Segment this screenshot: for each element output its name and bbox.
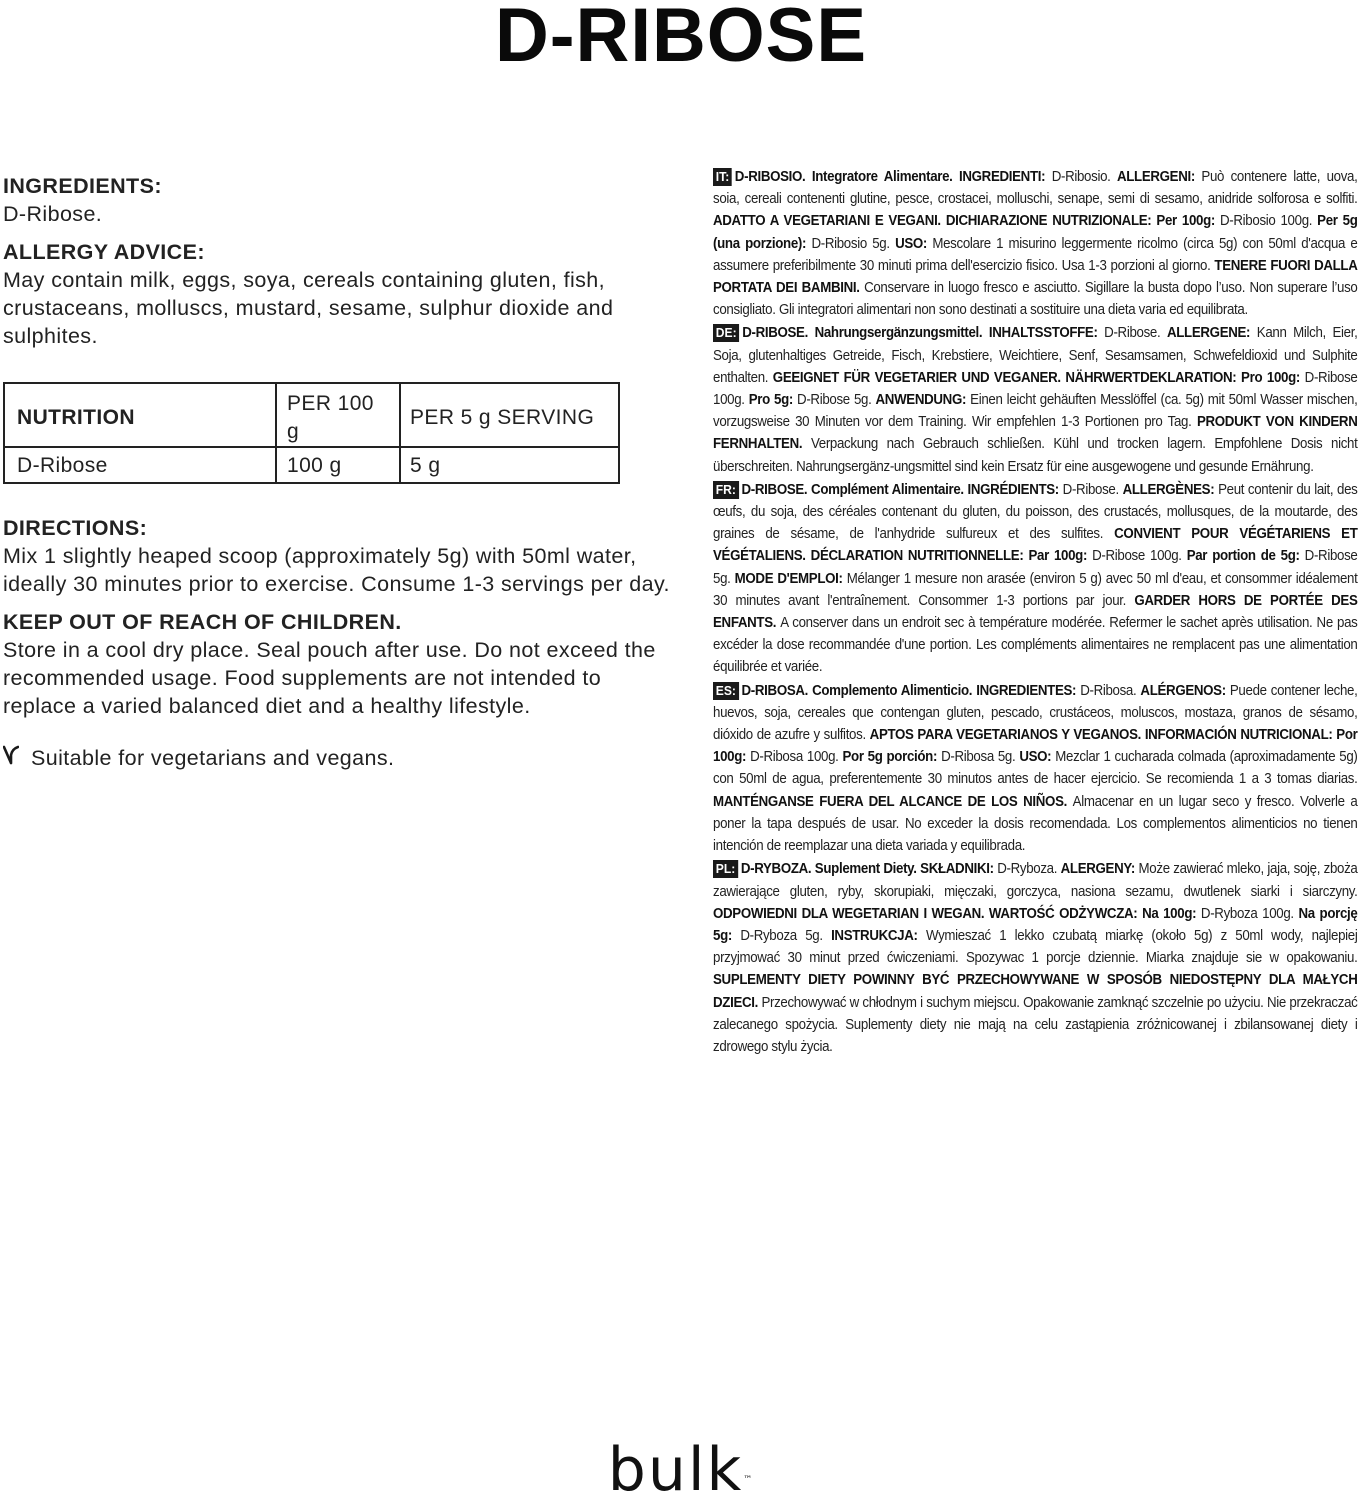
text-run: D-Ribose 100g. (1092, 548, 1187, 565)
trademark-symbol: ™ (743, 1475, 755, 1485)
directions-section (3, 514, 673, 598)
text-run: Może zawierać mleko, jaja, soję, zboża zawierające gluten, ryby, skorupiaki, mięczaki, gorczyca, nasiona sezamu, dwutlenek siarki i siarczyny. (713, 861, 1358, 900)
bold-text-run: Pro 5g: (748, 392, 798, 409)
nutrient-per-serving: 5 g (400, 447, 619, 483)
warning-heading: KEEP OUT OF REACH OF CHILDREN. (3, 610, 402, 634)
bold-text-run: USO: (895, 235, 933, 252)
bold-text-run: ALÉRGENOS: (1140, 682, 1230, 699)
text-run: Kann Milch, Eier, Soja, glutenhaltiges Getreide, Fisch, Krebstiere, Weichtiere, Senf, Sesamsamen, Schwefeldioxid und Sulphite enthalten. (713, 325, 1358, 386)
bold-text-run: Per 5g (una porzione): (713, 213, 1358, 252)
translation-it (713, 166, 1357, 321)
text-run: Wymieszać 1 lekko czubatą miarkę (około 5g) z 50ml wody, najlepiej przyjmować 30 minut przed ćwiczeniami. Spozywac 1 porcje dziennie. Miarka znajduje sie w opakowaniu. (713, 927, 1358, 967)
directions-heading: DIRECTIONS: (3, 516, 148, 540)
language-badge-it: IT: (713, 168, 732, 186)
brand-logo (0, 1435, 1362, 1505)
bold-text-run: ALERGENY: (1060, 861, 1139, 878)
text-run: Può contenere latte, uova, soia, cereali contenenti glutine, pesce, crostacei, molluschi, senape, semi di sesamo, anidride solforosa e solfiti. (713, 169, 1358, 208)
translation-pl (713, 858, 1357, 1058)
text-run: Conservare in luogo fresco e asciutto. Sigillare la busta dopo l’uso. Non superare l’uso consigliato. Gli integratori alimentari non sono destinati a sostituire una dieta varia ed equilibrata. (713, 280, 1358, 319)
nutrient-name: D-Ribose (4, 447, 276, 483)
text-run: D-Ryboza. (997, 861, 1061, 878)
text-run: Mescolare 1 misurino leggermente ricolmo (circa 5g) con 50ml d'acqua e assumere preferibilmente 30 minuti prima dell'esercizio fisico. Usa 1-3 porzioni al giorno. (713, 235, 1358, 274)
bold-text-run: SUPLEMENTY DIETY POWINNY BYĆ PRZECHOWYWANE W SPOSÓB NIEDOSTĘPNY DLA MAŁYCH DZIECI. (713, 972, 1358, 1011)
translation-text-pl (713, 861, 1357, 1055)
ingredients-section (3, 172, 673, 228)
text-run: Mezclar 1 cucharada colmada (aproximadamente 5g) con 50ml de agua, preferentemente 30 minutos antes de hacer ejercicio. Se recomienda 1 a 3 tomas diarias. (713, 749, 1358, 788)
table-row (4, 447, 619, 483)
bold-text-run: D-RIBOSA. Complemento Alimenticio. INGREDIENTES: (741, 682, 1081, 699)
text-run: D-Ryboza 100g. (1200, 905, 1299, 922)
product-title: D-RIBOSE (494, 0, 867, 78)
ingredients-text: D-Ribose. (3, 202, 103, 226)
bold-text-run: D-RIBOSIO. Integratore Alimentare. INGREDIENTI: (734, 169, 1052, 185)
bold-text-run: Par portion de 5g: (1186, 548, 1305, 565)
text-run: D-Ribosa 100g. (750, 749, 843, 766)
language-badge-pl: PL: (713, 860, 738, 878)
bold-text-run: GARDER HORS DE PORTÉE DES ENFANTS. (713, 592, 1358, 632)
bold-text-run: PRODUKT VON KINDERN FERNHALTEN. (713, 414, 1358, 453)
text-run: D-Ribosio 100g. (1220, 213, 1318, 230)
bold-text-run: INSTRUKCJA: (831, 927, 926, 944)
language-badge-es: ES: (713, 682, 739, 700)
text-run: D-Ribosa. (1080, 682, 1141, 699)
bold-text-run: D-RIBOSE. Complément Alimentaire. INGRÉDIENTS: (741, 481, 1063, 498)
translations-panel (713, 166, 1357, 1059)
translation-text-it (713, 169, 1358, 318)
translation-de (713, 322, 1357, 477)
text-run: D-Ribose 5g. (797, 392, 876, 409)
bold-text-run: Na porcję 5g: (713, 905, 1358, 944)
bold-text-run: ANWENDUNG: (875, 392, 971, 409)
ingredients-heading: INGREDIENTS: (3, 174, 162, 198)
bold-text-run: Por 5g porción: (842, 749, 942, 766)
text-run: D-Ribose. (1062, 481, 1123, 498)
text-run: Puede contener leche, huevos, soja, cereales que contengan gluten, pescado, crustáceos, moluscos, mostaza, granos de sésamo, dióxido de azufre y sulfitos. (713, 682, 1358, 744)
bold-text-run: USO: (1019, 749, 1056, 766)
text-run: D-Ribosio 5g. (811, 235, 896, 252)
english-label-panel (3, 172, 673, 772)
allergy-text: May contain milk, eggs, soya, cereals containing gluten, fish, crustaceans, molluscs, mustard, sesame, sulphur dioxide and sulphites. (3, 268, 614, 348)
text-run: Mélanger 1 mesure non arasée (environ 5 g) avec 50 ml d'eau, et consommer idéalement 30 minutes avant l'entraînement. Consommer 1-3 portions par jour. (713, 570, 1358, 609)
text-run: D-Ribosio. (1051, 169, 1117, 185)
bold-text-run: D-RIBOSE. Nahrungsergänzungsmittel. INHALTSSTOFFE: (742, 325, 1105, 342)
directions-text: Mix 1 slightly heaped scoop (approximately 5g) with 50ml water, ideally 30 minutes prior to exercise. Consume 1-3 servings per day. (3, 544, 670, 596)
brand-logo-text: bulk (607, 1435, 744, 1505)
text-run: D-Ryboza 5g. (740, 927, 832, 944)
header-nutrition: NUTRITION (4, 383, 276, 447)
bold-text-run: ALLERGENI: (1116, 169, 1202, 185)
text-run: Verpackung nach Gebrauch schließen. Kühl und trocken lagern. Empfohlene Dosis nicht überschreiten. Nahrungsergänz-ungsmittel sind kein Ersatz für eine ausgewogene und gesunde Ernährung. (713, 436, 1358, 475)
bold-text-run: APTOS PARA VEGETARIANOS Y VEGANOS. INFORMACIÓN NUTRICIONAL: Por 100g: (713, 727, 1358, 766)
warning-section (3, 608, 673, 720)
nutrition-table (3, 382, 620, 484)
text-run: Almacenar en un lugar seco y fresco. Volverle a poner la tapa después de usar. No exceder la dosis recomendada. Los complementos alimenticios no tienen intención de reemplazar una dieta variada y equilibrada. (713, 793, 1358, 855)
header-per-100g: PER 100 g (276, 383, 400, 447)
text-run: D-Ribose 100g. (713, 369, 1358, 409)
bold-text-run: GEEIGNET FÜR VEGETARIER UND VEGANER. NÄHRWERTDEKLARATION: Pro 100g: (772, 369, 1305, 386)
language-badge-fr: FR: (713, 481, 739, 499)
bold-text-run: ODPOWIEDNI DLA WEGETARIAN I WEGAN. WARTOŚĆ ODŻYWCZA: Na 100g: (713, 905, 1201, 922)
vegan-statement (3, 744, 673, 772)
translation-fr (713, 479, 1357, 679)
allergy-section (3, 238, 673, 350)
bold-text-run: CONVIENT POUR VÉGÉTARIENS ET VÉGÉTALIENS. DÉCLARATION NUTRITIONNELLE: Par 100g: (713, 526, 1358, 565)
nutrient-per-100g: 100 g (276, 447, 400, 483)
translation-es (713, 680, 1357, 858)
vegan-leaf-icon (3, 744, 21, 772)
text-run: Einen leicht gehäuften Messlöffel (ca. 5g) mit 50ml Wasser mischen, vorzugsweise 30 Minuten vor dem Training. Wir empfehlen 1-3 Portionen pro Tag. (713, 392, 1358, 431)
translation-text-es (713, 683, 1358, 854)
storage-text: Store in a cool dry place. Seal pouch after use. Do not exceed the recommended usage. Food supplements are not intended to replace a varied balanced diet and a healthy lifestyle. (3, 638, 656, 718)
text-run: D-Ribose. (1104, 325, 1167, 342)
text-run: D-Ribose 5g. (713, 548, 1358, 587)
bold-text-run: TENERE FUORI DALLA PORTATA DEI BAMBINI. (713, 257, 1358, 297)
vegan-text: Suitable for vegetarians and vegans. (31, 746, 395, 770)
allergy-heading: ALLERGY ADVICE: (3, 240, 205, 264)
text-run: D-Ribosa 5g. (941, 749, 1020, 766)
bold-text-run: ADATTO A VEGETARIANI E VEGANI. DICHIARAZIONE NUTRIZIONALE: Per 100g: (713, 213, 1221, 230)
bold-text-run: ALLERGÈNES: (1122, 481, 1219, 498)
bold-text-run: D-RYBOZA. Suplement Diety. SKŁADNIKI: (740, 861, 998, 878)
nutrition-table-header (4, 383, 619, 447)
bold-text-run: ALLERGENE: (1166, 325, 1257, 342)
text-run: Przechowywać w chłodnym i suchym miejscu. Opakowanie zamknąć szczelnie po użyciu. Nie przekraczać zalecanego spożycia. Suplementy diety nie mają na celu zastąpienia zróżnicowanej i zbilansowanej diety i zdrowego stylu życia. (713, 994, 1358, 1055)
text-run: Peut contenir du lait, des œufs, du soja, des céréales contenant du gluten, du poisson, des crustacés, mollusques, de la moutarde, des graines de sésame, de l'anhydride sulfureux et des sulfites. (713, 481, 1358, 543)
language-badge-de: DE: (713, 324, 739, 342)
bold-text-run: MANTÉNGANSE FUERA DEL ALCANCE DE LOS NIÑOS. (713, 793, 1073, 810)
translation-text-fr (713, 482, 1358, 676)
text-run: A conserver dans un endroit sec à température modérée. Refermer le sachet après utilisation. Ne pas excéder la dose recommandée d'une portion. Les compléments alimentaires ne remplacent pas une alimentation équilibrée et variée. (713, 615, 1358, 676)
bold-text-run: MODE D'EMPLOI: (734, 570, 847, 587)
translation-text-de (713, 325, 1358, 474)
header-per-serving: PER 5 g SERVING (400, 383, 619, 447)
